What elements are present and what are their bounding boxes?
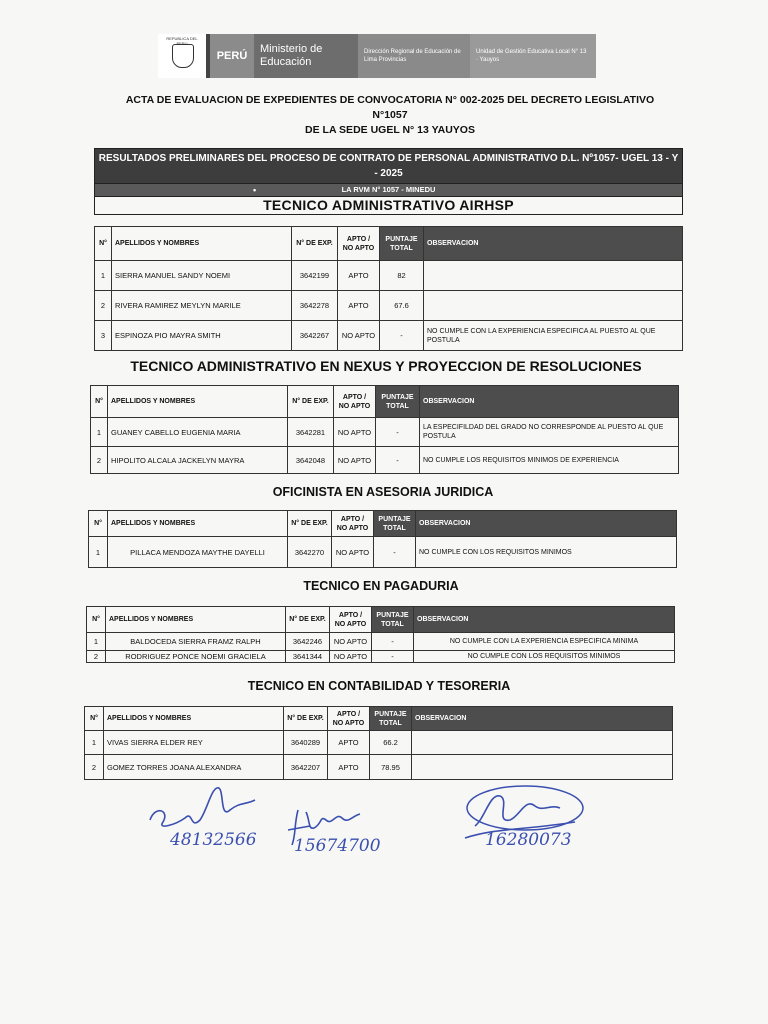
- row-exp: 3642246: [286, 633, 330, 651]
- col-header-n: N°: [87, 607, 106, 633]
- table-header-row: [91, 386, 679, 418]
- section-title-nexus: TECNICO ADMINISTRATIVO EN NEXUS Y PROYECCION DE RESOLUCIONES: [130, 358, 642, 374]
- table-header-row: [95, 227, 683, 261]
- col-header-apto: APTO / NO APTO: [334, 386, 376, 418]
- row-apto: APTO: [338, 291, 380, 321]
- signature-1: [145, 780, 275, 860]
- signature-2-number: 15674700: [294, 836, 381, 856]
- peru-coat-of-arms-logo: [158, 34, 206, 78]
- col-header-apto: APTO / NO APTO: [328, 707, 370, 731]
- row-puntaje: -: [374, 537, 416, 568]
- row-apto: NO APTO: [338, 321, 380, 351]
- row-obs: [424, 261, 683, 291]
- row-obs: NO CUMPLE CON LA EXPERIENCIA ESPECIFICA AL PUESTO AL QUE POSTULA: [424, 321, 683, 351]
- table-nexus: [90, 385, 679, 474]
- row-obs: NO CUMPLE CON LOS REQUISITOS MINIMOS: [416, 537, 677, 568]
- shield-icon: [172, 44, 194, 68]
- row-apto: NO APTO: [334, 447, 376, 474]
- signature-1-number: 48132566: [170, 830, 257, 850]
- document-title-line1: ACTA DE EVALUACION DE EXPEDIENTES DE CONVOCATORIA N° 002-2025 DEL DECRETO LEGISLATIVO N°1057: [125, 94, 655, 121]
- row-puntaje: 66.2: [370, 731, 412, 755]
- col-header-n: N°: [89, 511, 108, 537]
- table-row: [91, 447, 679, 474]
- table-pagaduria: [86, 606, 675, 663]
- col-header-puntaje: PUNTAJE TOTAL: [376, 386, 420, 418]
- row-n: 1: [95, 261, 112, 291]
- col-header-obs: OBSERVACION: [420, 386, 679, 418]
- table-row: [85, 731, 673, 755]
- row-puntaje: -: [376, 447, 420, 474]
- country-label: PERÚ: [206, 34, 254, 78]
- row-name: RODRIGUEZ PONCE NOEMI GRACIELA: [106, 651, 286, 663]
- col-header-name: APELLIDOS Y NOMBRES: [112, 227, 292, 261]
- col-header-n: N°: [95, 227, 112, 261]
- row-apto: NO APTO: [330, 633, 372, 651]
- row-apto: NO APTO: [334, 418, 376, 447]
- table-airhsp: [94, 226, 683, 351]
- col-header-puntaje: PUNTAJE TOTAL: [374, 511, 416, 537]
- row-apto: APTO: [338, 261, 380, 291]
- crest-caption: REPUBLICA DEL PERU: [166, 36, 198, 46]
- table-row: [89, 537, 677, 568]
- row-exp: 3641344: [286, 651, 330, 663]
- row-n: 3: [95, 321, 112, 351]
- table-row: [87, 633, 675, 651]
- row-puntaje: -: [380, 321, 424, 351]
- col-header-name: APELLIDOS Y NOMBRES: [106, 607, 286, 633]
- col-header-exp: N° DE EXP.: [288, 511, 332, 537]
- rvm-label: LA RVM N° 1057 - MINEDU: [341, 185, 436, 194]
- row-name: GOMEZ TORRES JOANA ALEXANDRA: [104, 755, 284, 780]
- row-n: 1: [89, 537, 108, 568]
- col-header-puntaje: PUNTAJE TOTAL: [370, 707, 412, 731]
- row-apto: APTO: [328, 755, 370, 780]
- signature-3-scribble: [455, 778, 590, 868]
- ministry-label: Ministerio de Educación: [254, 34, 358, 78]
- row-n: 2: [85, 755, 104, 780]
- row-puntaje: -: [372, 651, 414, 663]
- col-header-apto: APTO / NO APTO: [332, 511, 374, 537]
- row-name: PILLACA MENDOZA MAYTHE DAYELLI: [108, 537, 288, 568]
- col-header-exp: N° DE EXP.: [292, 227, 338, 261]
- row-name: RIVERA RAMIREZ MEYLYN MARILE: [112, 291, 292, 321]
- col-header-name: APELLIDOS Y NOMBRES: [108, 386, 288, 418]
- row-exp: 3642278: [292, 291, 338, 321]
- row-puntaje: -: [376, 418, 420, 447]
- col-header-obs: OBSERVACION: [424, 227, 683, 261]
- row-name: BALDOCEDA SIERRA FRAMZ RALPH: [106, 633, 286, 651]
- row-exp: 3642270: [288, 537, 332, 568]
- row-obs: NO CUMPLE CON LOS REQUISITOS MINIMOS: [414, 651, 675, 663]
- row-puntaje: 67.6: [380, 291, 424, 321]
- col-header-obs: OBSERVACION: [412, 707, 673, 731]
- document-title: [110, 93, 670, 138]
- table-row: [91, 418, 679, 447]
- results-heading: RESULTADOS PRELIMINARES DEL PROCESO DE CONTRATO DE PERSONAL ADMINISTRATIVO D.L. Nº1057- UGEL 13 - Y - 2025: [95, 149, 682, 183]
- col-header-apto: APTO / NO APTO: [330, 607, 372, 633]
- row-name: SIERRA MANUEL SANDY NOEMI: [112, 261, 292, 291]
- table-contabilidad: [84, 706, 673, 780]
- table-header-row: [85, 707, 673, 731]
- document-title-line2: DE LA SEDE UGEL N° 13 YAUYOS: [305, 124, 475, 136]
- section-title-pagaduria: TECNICO EN PAGADURIA: [303, 579, 459, 593]
- rvm-bar: [95, 183, 682, 196]
- row-exp: 3642281: [288, 418, 334, 447]
- col-header-puntaje: PUNTAJE TOTAL: [380, 227, 424, 261]
- row-apto: NO APTO: [330, 651, 372, 663]
- col-header-puntaje: PUNTAJE TOTAL: [372, 607, 414, 633]
- row-obs: [424, 291, 683, 321]
- table-row: [95, 321, 683, 351]
- row-name: GUANEY CABELLO EUGENIA MARIA: [108, 418, 288, 447]
- results-header-box: [94, 148, 683, 215]
- row-puntaje: 82: [380, 261, 424, 291]
- table-row: [95, 291, 683, 321]
- row-exp: 3642207: [284, 755, 328, 780]
- row-obs: NO CUMPLE CON LA EXPERIENCIA ESPECIFICA MINIMA: [414, 633, 675, 651]
- table-row: [87, 651, 675, 663]
- row-obs: [412, 755, 673, 780]
- col-header-exp: N° DE EXP.: [286, 607, 330, 633]
- row-obs: LA ESPECIFILDAD DEL GRADO NO CORRESPONDE AL PUESTO AL QUE POSTULA: [420, 418, 679, 447]
- row-obs: [412, 731, 673, 755]
- section-title-contabilidad: TECNICO EN CONTABILIDAD Y TESORERIA: [247, 679, 511, 693]
- section-title-airhsp: TECNICO ADMINISTRATIVO AIRHSP: [95, 196, 682, 214]
- signature-3-number: 16280073: [485, 830, 572, 850]
- col-header-exp: N° DE EXP.: [288, 386, 334, 418]
- row-n: 2: [87, 651, 106, 663]
- col-header-name: APELLIDOS Y NOMBRES: [104, 707, 284, 731]
- table-row: [95, 261, 683, 291]
- row-n: 2: [91, 447, 108, 474]
- row-n: 1: [91, 418, 108, 447]
- col-header-apto: APTO / NO APTO: [338, 227, 380, 261]
- row-name: VIVAS SIERRA ELDER REY: [104, 731, 284, 755]
- row-apto: APTO: [328, 731, 370, 755]
- row-exp: 3642199: [292, 261, 338, 291]
- col-header-obs: OBSERVACION: [416, 511, 677, 537]
- row-exp: 3640289: [284, 731, 328, 755]
- col-header-n: N°: [91, 386, 108, 418]
- row-n: 2: [95, 291, 112, 321]
- region-label: Dirección Regional de Educación de Lima Provincias: [358, 34, 470, 78]
- row-apto: NO APTO: [332, 537, 374, 568]
- row-n: 1: [87, 633, 106, 651]
- row-name: ESPINOZA PIO MAYRA SMITH: [112, 321, 292, 351]
- letterhead: [158, 34, 596, 78]
- table-row: [85, 755, 673, 780]
- section-title-asesoria-juridica: OFICINISTA EN ASESORIA JURIDICA: [272, 485, 494, 499]
- row-puntaje: 78.95: [370, 755, 412, 780]
- row-puntaje: -: [372, 633, 414, 651]
- col-header-n: N°: [85, 707, 104, 731]
- table-header-row: [89, 511, 677, 537]
- row-exp: 3642048: [288, 447, 334, 474]
- row-exp: 3642267: [292, 321, 338, 351]
- row-name: HIPOLITO ALCALA JACKELYN MAYRA: [108, 447, 288, 474]
- col-header-exp: N° DE EXP.: [284, 707, 328, 731]
- unit-label: Unidad de Gestión Educativa Local N° 13 · Yauyos: [470, 34, 596, 78]
- col-header-name: APELLIDOS Y NOMBRES: [108, 511, 288, 537]
- signature-3: [455, 778, 590, 868]
- bullet-icon: •: [253, 185, 257, 195]
- col-header-obs: OBSERVACION: [414, 607, 675, 633]
- table-asesoria-juridica: [88, 510, 677, 568]
- table-header-row: [87, 607, 675, 633]
- row-obs: NO CUMPLE LOS REQUISITOS MINIMOS DE EXPERIENCIA: [420, 447, 679, 474]
- signature-2: [280, 790, 390, 865]
- row-n: 1: [85, 731, 104, 755]
